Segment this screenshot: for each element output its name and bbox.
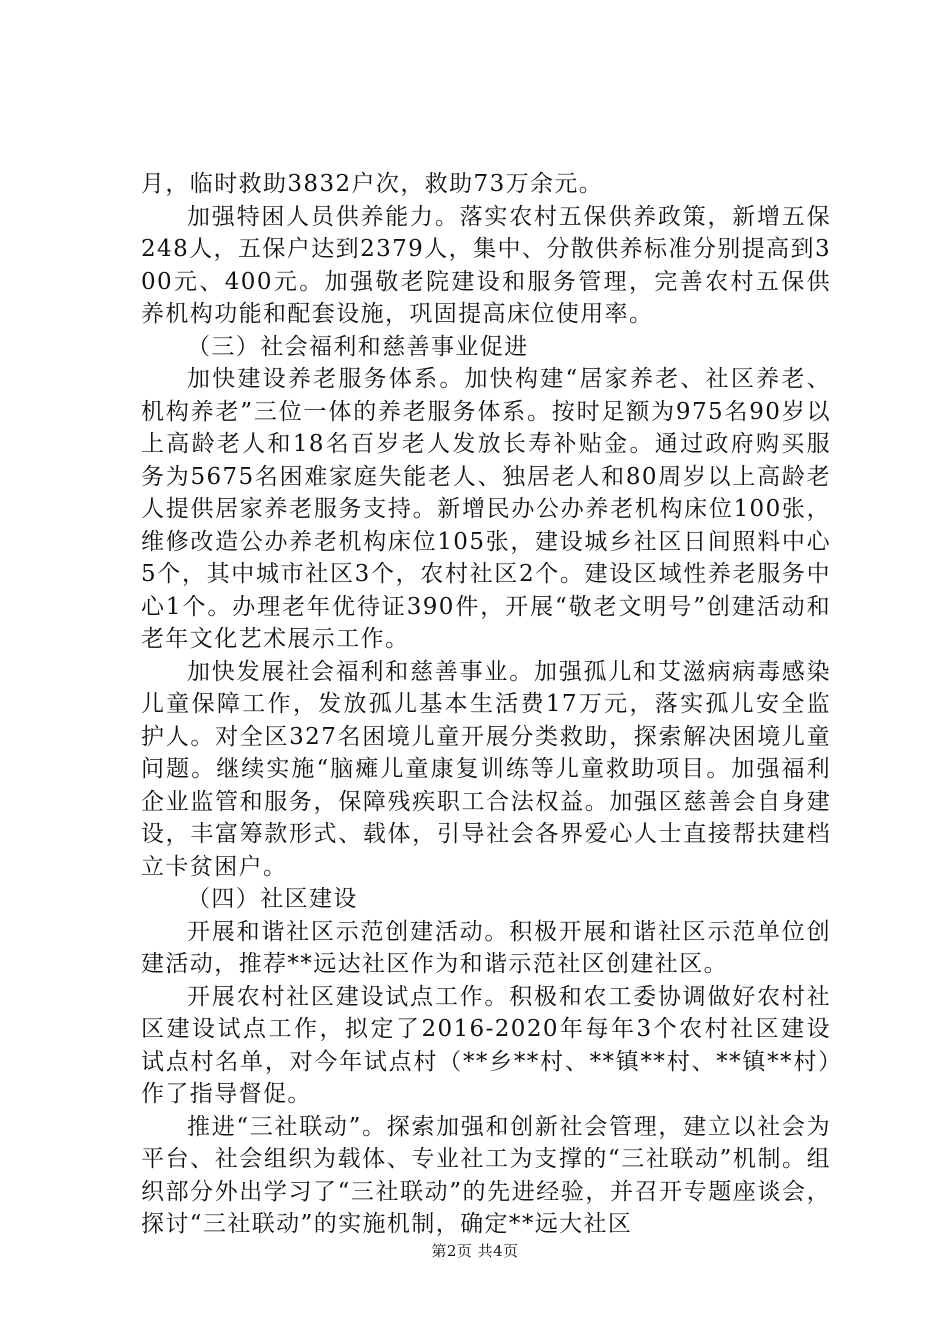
section-heading-welfare: （三）社会福利和慈善事业促进 [187, 333, 529, 360]
document-body [141, 168, 831, 1241]
paragraph-continuation: 月，临时救助3832户次，救助73万余元。 [141, 171, 604, 197]
page-footer: 第2页 共4页 [431, 1242, 519, 1260]
paragraph-charity: 加快发展社会福利和慈善事业。加强孤儿和艾滋病病毒感染儿童保障工作，发放孤儿基本生活费17万元，落实孤儿安全监护人。对全区327名困境儿童开展分类救助，探索解决困境儿童问题。继续实施“脑瘫儿童康复训练等儿童救助项目。加强福利企业监管和服务，保障残疾职工合法权益。加强区慈善会自身建设，丰富筹款形式、载体，引导社会各界爱心人士直接帮扶建档立卡贫困户。 [141, 658, 831, 880]
paragraph-rural-community: 开展农村社区建设试点工作。积极和农工委协调做好农村社区建设试点工作，拟定了2016-2020年每年3个农村社区建设试点村名单，对今年试点村（**乡**村、**镇**村、**镇**村）作了指导督促。 [141, 983, 831, 1107]
paragraph-support-capacity: 加强特困人员供养能力。落实农村五保供养政策，新增五保248人，五保户达到2379人，集中、分散供养标准分别提高到300元、400元。加强敬老院建设和服务管理，完善农村五保供养机构功能和配套设施，巩固提高床位使用率。 [141, 203, 831, 327]
paragraph-harmonious-community: 开展和谐社区示范创建活动。积极开展和谐社区示范单位创建活动，推荐**远达社区作为和谐示范社区创建社区。 [141, 918, 831, 977]
section-heading-community: （四）社区建设 [187, 886, 358, 912]
paragraph-elderly-care: 加快建设养老服务体系。加快构建“居家养老、社区养老、机构养老”三位一体的养老服务体系。按时足额为975名90岁以上高龄老人和18名百岁老人发放长寿补贴金。通过政府购买服务为5675名困难家庭失能老人、独居老人和80周岁以上高龄老人提供居家养老服务支持。新增民办公办养老机构床位100张，维修改造公办养老机构床位105张，建设城乡社区日间照料中心5个，其中城市社区3个，农村社区2个。建设区域性养老服务中心1个。办理老年优待证390件，开展“敬老文明号”创建活动和老年文化艺术展示工作。 [141, 366, 831, 652]
paragraph-three-linkage: 推进“三社联动”。探索加强和创新社会管理，建立以社会为平台、社会组织为载体、专业社工为支撑的“三社联动”机制。组织部分外出学习了“三社联动”的先进经验，并召开专题座谈会，探讨“三社联动”的实施机制，确定**远大社区 [141, 1113, 831, 1237]
